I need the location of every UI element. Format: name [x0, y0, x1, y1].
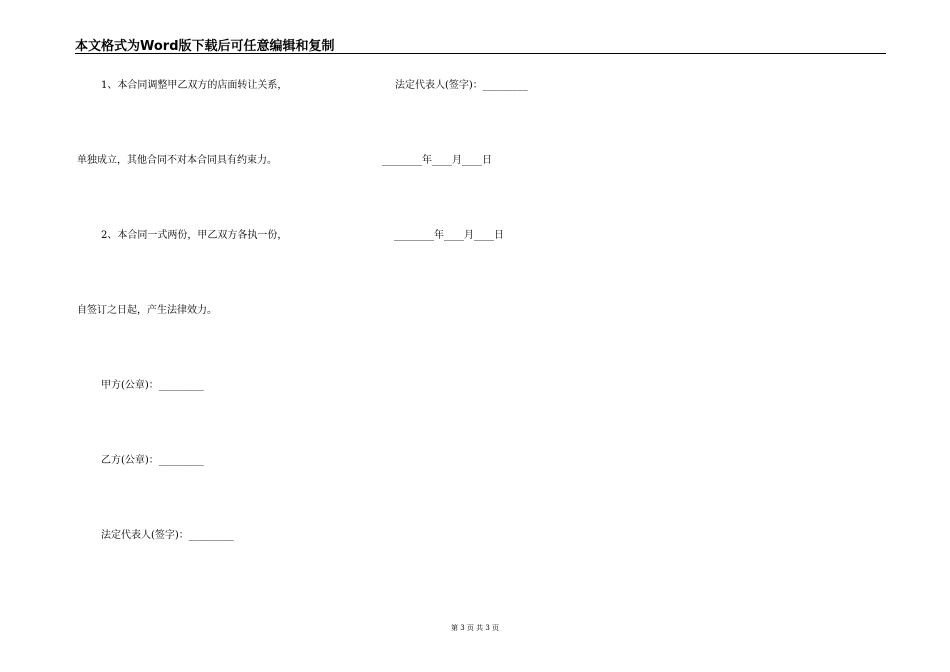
page-number: 第 3 页 共 3 页 [450, 624, 500, 632]
document-header [75, 36, 886, 54]
clause-1-text: 1、本合同调整甲乙双方的店面转让关系， [101, 80, 288, 91]
party-b-seal: 乙方(公章)：_________ [101, 455, 204, 466]
legal-rep-signature: 法定代表人(签字)：_________ [101, 530, 234, 541]
legal-rep-signature-right: 法定代表人(签字)：_________ [395, 80, 528, 91]
date-line-1: ________年____月____日 [382, 155, 492, 166]
clause-1-continuation: 单独成立，其他合同不对本合同具有约束力。 [77, 155, 277, 166]
date-line-2: ________年____月____日 [394, 230, 504, 241]
clause-2-continuation: 自签订之日起，产生法律效力。 [77, 305, 217, 316]
party-a-seal: 甲方(公章)：_________ [101, 380, 204, 391]
header-title: 本文格式为Word版下载后可任意编辑和复制 [75, 39, 335, 54]
clause-2-text: 2、本合同一式两份，甲乙双方各执一份， [101, 230, 288, 241]
